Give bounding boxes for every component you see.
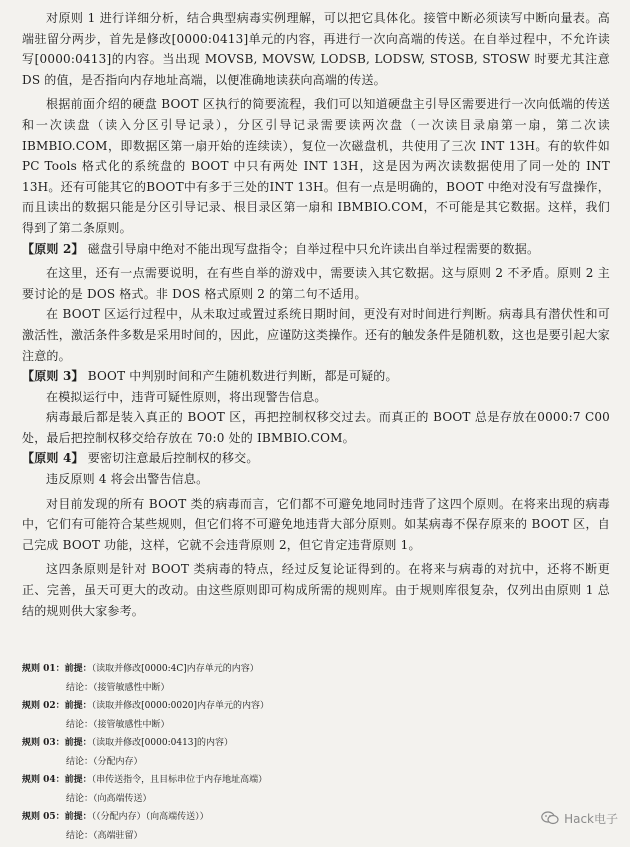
watermark: [541, 808, 618, 828]
rule-list: [22, 660, 610, 845]
principle-label: 【原则 4】: [22, 451, 84, 466]
rule-conclusion: 结论：（接管敏感性中断）: [66, 682, 170, 693]
rule-condition: 规则 03：前提：（读取并修改[0000:0413]的内容）: [22, 738, 234, 748]
principle-2: [22, 239, 610, 260]
paragraph: 违反原则 4 将会出警告信息。: [46, 472, 209, 487]
principle-text: BOOT 中判别时间和产生随机数进行判断，都是可疑的。: [83, 369, 398, 384]
article-body: [22, 8, 610, 621]
principle-text: 要密切注意最后控制权的移交。: [83, 451, 259, 466]
rule-conclusion: 结论：（接管敏感性中断）: [66, 719, 170, 730]
principle-text: 磁盘引导扇中绝对不能出现写盘指令；自举过程中只允许读出自举过程需要的数据。: [83, 241, 540, 256]
rule-conclusion: 结论：（高端驻留）: [66, 830, 143, 841]
paragraph: 在 BOOT 区运行过程中，从未取过或置过系统日期时间，更没有对时间进行判断。病毒具有潜伏性和可激活性，激活条件多数是采用时间的，因此，应谨防这类操作。还有的触发条件是随机数，这也是要引起大家注意的。: [22, 307, 610, 363]
watermark-text: Hack电子: [564, 811, 618, 826]
rule-condition: 规则 02：前提：（读取并修改[0000:0020]内存单元的内容）: [22, 701, 270, 711]
rule-condition: 规则 04：前提：（串传送指令，且目标串位于内存地址高端）: [22, 775, 268, 785]
rule-condition: 规则 05：前提：（（分配内存）（向高端传送））: [22, 812, 209, 822]
rule-conclusion: 结论：（分配内存）: [66, 756, 143, 767]
paragraph: 病毒最后都是装入真正的 BOOT 区，再把控制权移交过去。而真正的 BOOT 总是存放在0000:7 C00 处，最后把控制权移交给存放在 70:0 处的 IBMBIO.COM。: [22, 410, 610, 445]
principle-label: 【原则 2】: [22, 241, 84, 256]
principle-3: [22, 366, 610, 387]
principle-label: 【原则 3】: [22, 369, 84, 384]
principle-4: [22, 448, 610, 469]
paragraph: 这四条原则是针对 BOOT 类病毒的特点，经过反复论证得到的。在将来与病毒的对抗中，还将不断更正、完善，虽天可更大的改动。由这些原则即可构成所需的规则库。由于规则库很复杂，仅列出由原则 1 总结的规则供大家参考。: [22, 562, 610, 618]
paragraph: 根据前面介绍的硬盘 BOOT 区执行的简要流程，我们可以知道硬盘主引导区需要进行一次向低端的传送和一次读盘（读入分区引导记录），分区引导记录需要读两次盘（一次读目录扇第一扇，第二次读 IBMBIO.COM，即数据区第一扇开始的连续读），复位一次磁盘机，共使用了三次 INT 13H。有的软件如PC Tools 格式化的系统盘的 BOOT 中只有两处 INT 13H，这是因为两次读数据使用了同一处的 INT 13H。还有可能其它的BOOT中有多于三处的INT 13H。但有一点是明确的，BOOT 中绝对没有写盘操作，而且读出的数据只能是分区引导记录、根目录区第一扇和 IBMBIO.COM，不可能是其它数据。这样，我们得到了第二条原则。: [22, 97, 610, 235]
paragraph: 在这里，还有一点需要说明，在有些自举的游戏中，需要读入其它数据。这与原则 2 不矛盾。原则 2 主要讨论的是 DOS 格式。非 DOS 格式原则 2 的第二句不适用。: [22, 266, 610, 301]
paragraph: 对目前发现的所有 BOOT 类的病毒而言，它们都不可避免地同时违背了这四个原则。在将来出现的病毒中，它们有可能符合某些规则，但它们将不可避免地违背大部分原则。如某病毒不保存原来的 BOOT 区，自己完成 BOOT 功能，这样，它就不会违背原则 2，但它肯定违背原则 1。: [22, 496, 610, 552]
wechat-icon: [541, 811, 559, 825]
paragraph: 对原则 1 进行详细分析，结合典型病毒实例理解，可以把它具体化。接管中断必须读写中断向量表。高端驻留分两步，首先是修改[0000:0413]单元的内容，再进行一次向高端的传送。在自举过程中，不允许读写[0000:0413]的内容。当出现 MOVSB, MOVSW, LODSB, LODSW, STOSB, STOSW 时要尤其注意 DS 的值，是否指向内存地址高端，以便准确地读获向高端的传送。: [22, 11, 610, 87]
rule-condition: 规则 01：前提：（读取并修改[0000:4C]内存单元的内容）: [22, 664, 259, 674]
paragraph: 在模拟运行中，违背可疑性原则，将出现警告信息。: [46, 389, 327, 404]
rule-conclusion: 结论：（向高端传送）: [66, 793, 152, 804]
